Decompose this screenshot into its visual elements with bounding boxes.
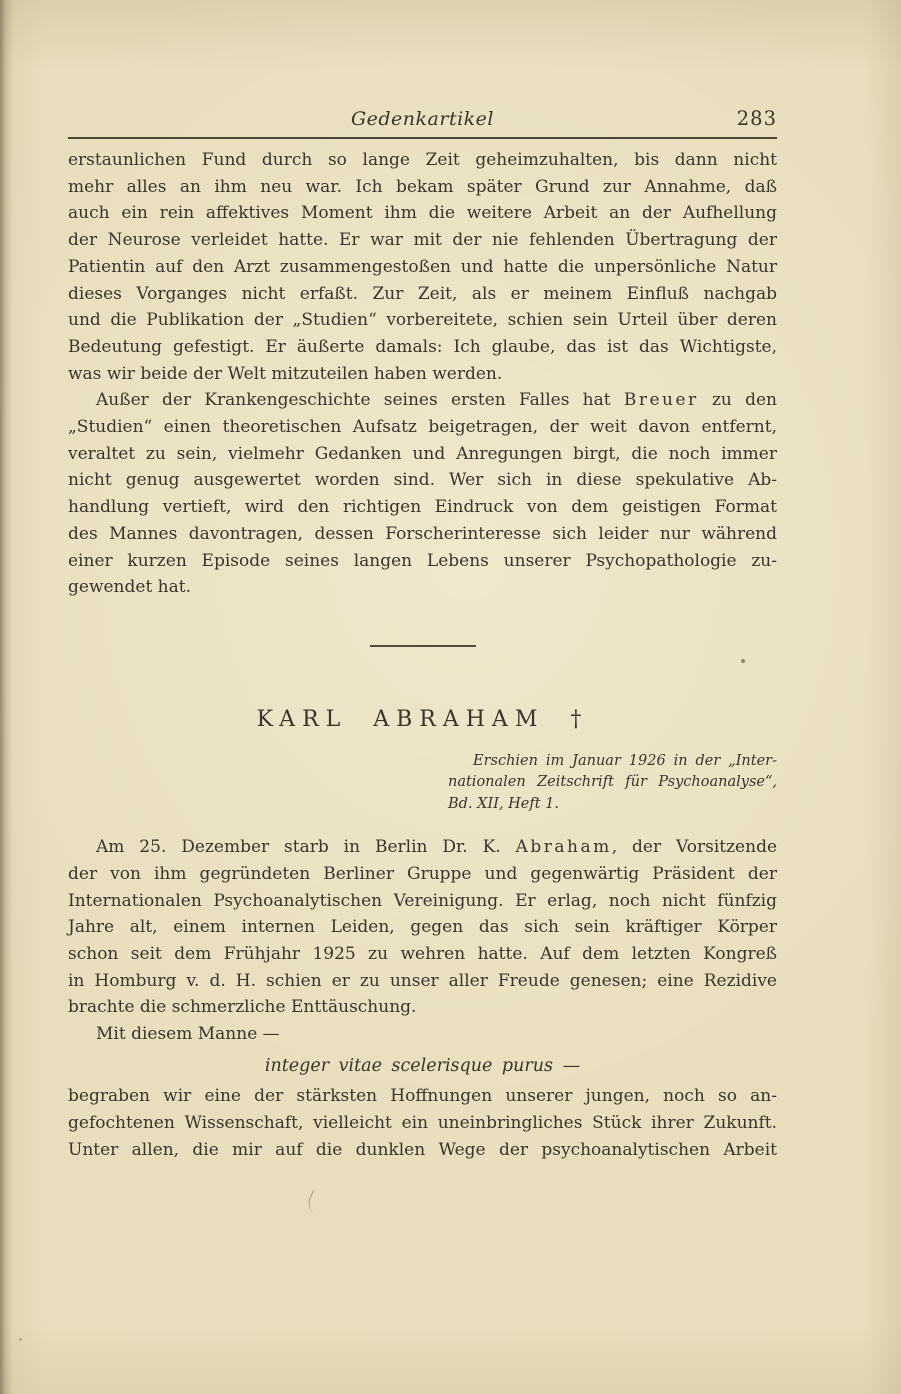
text-line (68, 1083, 777, 1110)
text-segment: einer kurzen Episode seines langen Lebens unserer Psychopathologie zu- (68, 550, 777, 571)
letterspaced-name: Breuer (623, 390, 699, 411)
citation-line: Bd. XII, Heft 1. (448, 795, 560, 812)
text-segment: Außer der Krankengeschichte seines ersten Falles hat (96, 390, 624, 411)
text-line (68, 994, 777, 1021)
text-segment: erstaunlichen Fund durch so lange Zeit geheimzuhalten, bis dann nicht (68, 150, 777, 170)
text-line (68, 548, 777, 575)
text-line (68, 467, 777, 494)
text-line (68, 1110, 777, 1137)
text-segment: Bedeutung gefestigt. Er äußerte damals: Ich glaube, das ist das Wichtigste, (68, 336, 777, 357)
text-segment: veraltet zu sein, vielmehr Gedanken und Anregungen birgt, die noch immer (68, 443, 777, 464)
text-segment: Patientin auf den Arzt zusammengestoßen und hatte die unpersönliche Natur (68, 256, 777, 277)
text-line (68, 521, 777, 548)
text-segment: Unter allen, die mir auf die dunklen Wege der psychoanalytischen Arbeit (68, 1139, 777, 1160)
text-segment: gewendet hat. (68, 577, 192, 598)
text-segment: nicht genug ausgewertet worden sind. Wer sich in diese spekulative Ab- (68, 470, 777, 491)
text-line (68, 361, 777, 388)
paragraph-continuation (68, 147, 777, 387)
text-line (68, 227, 777, 254)
text-line (68, 888, 777, 915)
text-segment: begraben wir eine der stärksten Hoffnungen unserer jungen, noch so an- (68, 1086, 777, 1107)
text-segment: der Neurose verleidet hatte. Er war mit der nie fehlenden Übertragung der (68, 230, 777, 251)
text-segment: mehr alles an ihm neu war. Ich bekam später Grund zur Annahme, daß (68, 176, 777, 197)
paper-speck (19, 1338, 22, 1341)
text-line (68, 861, 777, 888)
letterspaced-name: Abraham (515, 837, 612, 858)
paragraph-begraben (68, 1083, 777, 1163)
text-line (68, 174, 777, 201)
text-segment: was wir beide der Welt mitzuteilen haben werden. (68, 363, 503, 384)
text-segment: Internationalen Psychoanalytischen Vereinigung. Er erlag, noch nicht fünfzig (68, 890, 777, 911)
paper-speck (741, 659, 745, 663)
text-segment: dieses Vorganges nicht erfaßt. Zur Zeit, als er meinem Einfluß nachgab (68, 283, 777, 304)
text-segment: und die Publikation der „Studien“ vorbereitete, schien sein Urteil über deren (68, 310, 777, 331)
text-segment: handlung vertieft, wird den richtigen Eindruck von dem geistigen Format (68, 497, 777, 518)
page-number: 283 (736, 107, 777, 130)
text-line (68, 441, 777, 468)
text-line (68, 941, 777, 968)
text-line (68, 334, 777, 361)
text-segment: Jahre alt, einem internen Leiden, gegen das sich sein kräftiger Körper (68, 917, 777, 938)
page-binding-shadow (0, 0, 13, 1394)
publication-citation (448, 751, 777, 816)
text-line (68, 147, 777, 174)
paragraph-mit-diesem-manne: Mit diesem Manne — (96, 1024, 280, 1045)
section-divider-rule (370, 645, 476, 647)
pencil-mark (304, 1190, 327, 1216)
text-segment: auch ein rein affektives Moment ihm die weitere Arbeit an der Aufhellung (68, 203, 777, 224)
text-line (68, 494, 777, 521)
running-title: Gedenkartikel (350, 108, 495, 130)
text-line (68, 307, 777, 334)
text-segment: Am 25. Dezember starb in Berlin Dr. K. (96, 837, 516, 858)
paragraph-abraham-death (68, 834, 777, 1021)
citation-line: nationalen Zeitschrift für Psychoanalyse“, (448, 774, 777, 791)
text-segment: brachte die schmerzliche Enttäuschung. (68, 997, 417, 1018)
text-line (68, 914, 777, 941)
text-segment: des Mannes davontragen, dessen Forscherinteresse sich leider nur während (68, 523, 777, 544)
obituary-heading: KARL ABRAHAM † (256, 706, 589, 732)
text-segment: schon seit dem Frühjahr 1925 zu wehren hatte. Auf dem letzten Kongreß (68, 943, 777, 964)
text-segment: „Studien“ einen theoretischen Aufsatz beigetragen, der weit davon entfernt, (68, 417, 777, 438)
text-line (68, 968, 777, 995)
paragraph-breuer-studien (68, 387, 777, 601)
text-segment: zu den (698, 390, 777, 411)
text-line (68, 281, 777, 308)
text-segment: gefochtenen Wissenschaft, vielleicht ein uneinbringliches Stück ihrer Zukunft. (68, 1113, 777, 1134)
text-line (68, 834, 777, 861)
text-line (68, 200, 777, 227)
citation-line: Erschien im Januar 1926 in der „Inter- (473, 752, 777, 769)
text-line (68, 414, 777, 441)
text-column (68, 147, 777, 1164)
text-line (68, 574, 777, 601)
latin-quote: integer vitae scelerisque purus — (264, 1055, 581, 1076)
text-line (68, 387, 777, 414)
header-rule (68, 137, 777, 139)
text-segment: der von ihm gegründeten Berliner Gruppe und gegenwärtig Präsident der (68, 863, 777, 884)
text-segment: , der Vorsitzende (611, 837, 778, 858)
text-line (68, 254, 777, 281)
text-segment: in Homburg v. d. H. schien er zu unser aller Freude genesen; eine Rezidive (68, 970, 777, 991)
text-line (68, 1137, 777, 1164)
